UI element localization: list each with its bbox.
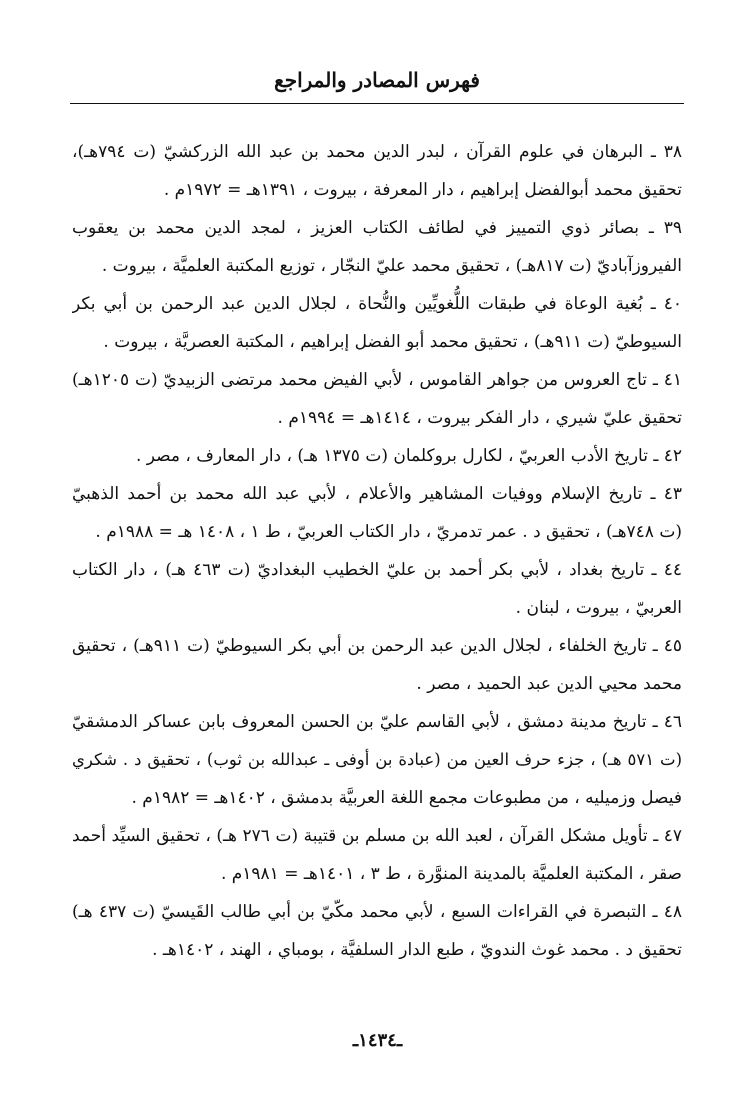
entry-line: ٤٠ ـ بُغية الوعاة في طبقات اللُّغويِّين والنُّحاة ، لجلال الدين عبد الرحمن بن أبي بكر <box>72 294 682 314</box>
bibliography-entry <box>72 475 682 551</box>
entry-line: (ت ٥٧١ هـ) ، جزء حرف العين من (عبادة بن أوفى ـ عبدالله بن ثوب) ، تحقيق د . شكري <box>72 750 682 769</box>
entry-line: ٤٧ ـ تأويل مشكل القرآن ، لعبد الله بن مسلم بن قتيبة (ت ٢٧٦ هـ) ، تحقيق السيِّد أحمد <box>72 826 682 846</box>
entry-line: ٤٦ ـ تاريخ مدينة دمشق ، لأبي القاسم عليّ بن الحسن المعروف بابن عساكر الدمشقيّ <box>72 712 682 732</box>
entry-line: صقر ، المكتبة العلميَّة بالمدينة المنوَّرة ، ط ٣ ، ١٤٠١هـ = ١٩٨١م . <box>220 864 682 884</box>
bibliography-entry <box>72 209 682 285</box>
entry-line: محمد محيي الدين عبد الحميد ، مصر . <box>416 674 682 694</box>
entry-line: العربيّ ، بيروت ، لبنان . <box>515 598 682 618</box>
entry-line: فيصل وزميليه ، من مطبوعات مجمع اللغة العربيَّة بدمشق ، ١٤٠٢هـ = ١٩٨٢م . <box>131 788 682 808</box>
entry-line: ٤٣ ـ تاريخ الإسلام ووفيات المشاهير والأعلام ، لأبي عبد الله محمد بن أحمد الذهبيّ <box>72 484 682 504</box>
entry-line: ٤٢ ـ تاريخ الأدب العربيّ ، لكارل بروكلمان (ت ١٣٧٥ هـ) ، دار المعارف ، مصر . <box>135 446 682 466</box>
entry-line: ٤٨ ـ التبصرة في القراءات السبع ، لأبي محمد مكّيّ بن أبي طالب القَيسيّ (ت ٤٣٧ هـ) <box>72 902 682 922</box>
bibliography-entry <box>72 551 682 627</box>
entry-line: ٣٨ ـ البرهان في علوم القرآن ، لبدر الدين محمد بن عبد الله الزركشيّ (ت ٧٩٤هـ)، <box>72 142 682 162</box>
page-number: ـ١٤٣٤ـ <box>352 1030 403 1051</box>
bibliography-list <box>72 133 682 969</box>
bibliography-entry <box>72 361 682 437</box>
entry-line: ٤٤ ـ تاريخ بغداد ، لأبي بكر أحمد بن عليّ الخطيب البغداديّ (ت ٤٦٣ هـ) ، دار الكتاب <box>72 560 682 580</box>
entry-line: ٤١ ـ تاج العروس من جواهر القاموس ، لأبي الفيض محمد مرتضى الزبيديّ (ت ١٢٠٥هـ) <box>72 370 682 390</box>
entry-line: تحقيق د . محمد غوث الندويّ ، طبع الدار السلفيَّة ، بومباي ، الهند ، ١٤٠٢هـ . <box>152 940 682 960</box>
bibliography-entry <box>72 817 682 893</box>
bibliography-entry <box>72 703 682 817</box>
entry-line: تحقيق محمد أبوالفضل إبراهيم ، دار المعرفة ، بيروت ، ١٣٩١هـ = ١٩٧٢م . <box>163 180 682 200</box>
bibliography-entry <box>72 437 682 475</box>
header-rule <box>70 103 684 104</box>
entry-line: السيوطيّ (ت ٩١١هـ) ، تحقيق محمد أبو الفضل إبراهيم ، المكتبة العصريَّة ، بيروت . <box>103 332 682 352</box>
entry-line: ٤٥ ـ تاريخ الخلفاء ، لجلال الدين عبد الرحمن بن أبي بكر السيوطيّ (ت ٩١١هـ) ، تحقيق <box>72 636 682 656</box>
entry-line: الفيروزآباديّ (ت ٨١٧هـ) ، تحقيق محمد عليّ النجّار ، توزيع المكتبة العلميَّة ، بيروت . <box>101 256 682 276</box>
bibliography-entry <box>72 627 682 703</box>
entry-line: (ت ٧٤٨هـ) ، تحقيق د . عمر تدمريّ ، دار الكتاب العربيّ ، ط ١ ، ١٤٠٨ هـ = ١٩٨٨م . <box>95 522 682 542</box>
bibliography-entry <box>72 133 682 209</box>
header-title: فهرس المصادر والمراجع <box>274 68 480 92</box>
entry-line: تحقيق عليّ شيري ، دار الفكر بيروت ، ١٤١٤هـ = ١٩٩٤م . <box>277 408 682 428</box>
bibliography-entry <box>72 285 682 361</box>
running-header <box>70 60 684 100</box>
bibliography-entry <box>72 893 682 969</box>
entry-line: ٣٩ ـ بصائر ذوي التمييز في لطائف الكتاب العزيز ، لمجد الدين محمد بن يعقوب <box>72 218 682 238</box>
